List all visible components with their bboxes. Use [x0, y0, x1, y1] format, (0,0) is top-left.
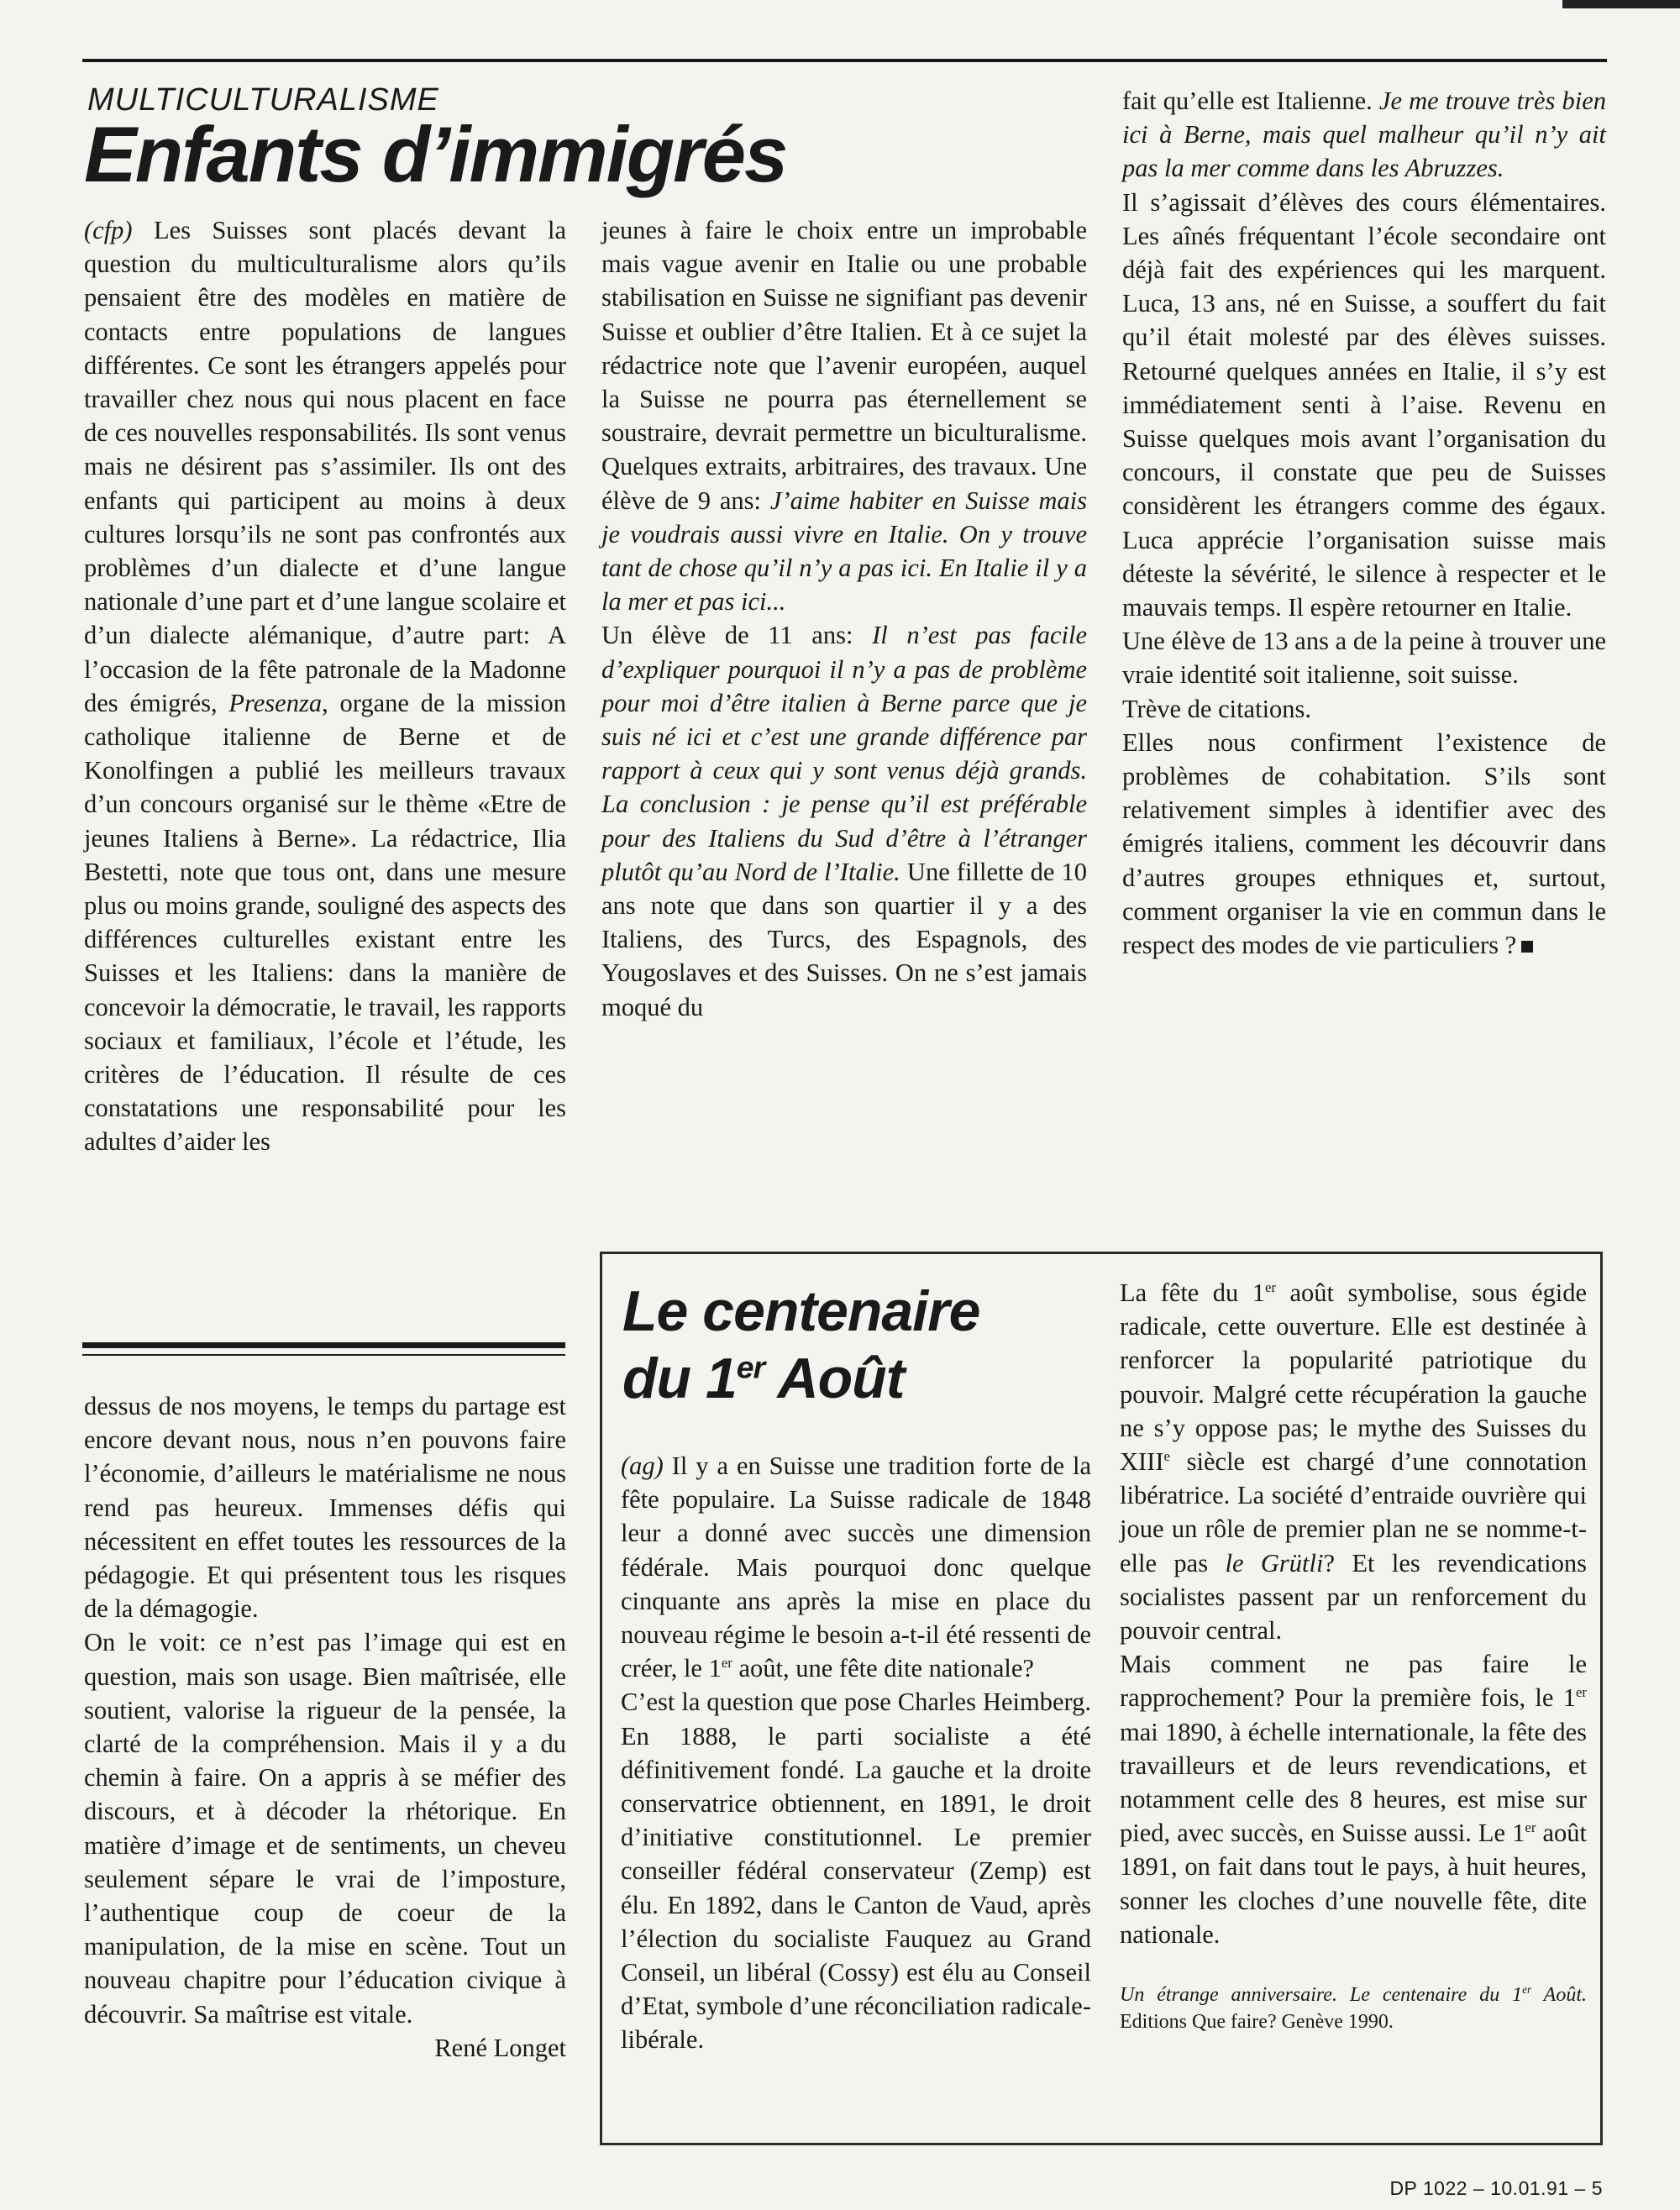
paragraph: Trève de citations. — [1122, 694, 1312, 723]
scan-edge — [1562, 0, 1680, 8]
paragraph: jeunes à faire le choix entre un improbable mais vague avenir en Italie ou une probable stabilisation en Suisse ne signifiant pas devenir Suisse et oublier d’être Italien. Et à ce sujet la rédactrice note que l’avenir européen, auquel la Suisse ne pourra pas éternellement se soustraire, devrait permettre un biculturalisme. Quelques extraits, arbitraires, des travaux. Une élève de 9 ans: J’aime habiter en Suisse mais je voudrais aussi vivre en Italie. On y trouve tant de chose qu’il n’y a pas ici. En Italie il y a la mer et pas ici... — [601, 216, 1087, 617]
author-signature: René Longet — [434, 2033, 566, 2062]
article1-column-2 — [601, 213, 1087, 1024]
box-column-1 — [621, 1449, 1091, 2057]
society-name: le Grütli — [1225, 1548, 1324, 1577]
paragraph: On le voit: ce n’est pas l’image qui est en question, mais son usage. Bien maîtrisée, elle soutient, valorise la rigueur de la pensée, la clarté de la compréhension. Mais il y a du chemin à faire. On a appris à se méfier des discours, et à décoder la rhétorique. En matière d’image et de sentiments, un cheveu seulement sépare le vrai de l’imposture, l’authentique coup de coeur de la manipulation, de la mise en scène. Tout un nouveau chapitre pour l’éducation civique à découvrir. Sa maîtrise est vitale. — [84, 1628, 566, 2029]
article2-column — [84, 1389, 566, 2065]
paragraph: Il s’agissait d’élèves des cours élémentaires. Les aînés fréquentant l’école secondaire ont déjà fait des expériences qui les marquent. Luca, 13 ans, né en Suisse, a souffert du fait qu’il était molesté par des élèves suisses. Retourné quelques années en Italie, il s’y est immédiatement senti à l’aise. Revenu en Suisse quelques mois avant l’organisation du concours, il constate que peu de Suisses considèrent les étrangers comme des égaux. Luca apprécie l’organisation suisse mais déteste la sévérité, le silence à respecter et le mauvais temps. Il espère retourner en Italie. — [1122, 187, 1606, 622]
paragraph: fait qu’elle est Italienne. Je me trouve très bien ici à Berne, mais quel malheur qu’il n’y ait pas la mer comme dans les Abruzzes. — [1122, 87, 1606, 183]
article1-column-1 — [84, 213, 566, 1159]
quote: Je me trouve très bien ici à Berne, mais quel malheur qu’il n’y ait pas la mer comme dans les Abruzzes. — [1122, 87, 1606, 183]
box-column-2 — [1120, 1276, 1587, 2035]
paragraph: (ag) Il y a en Suisse une tradition forte de la fête populaire. La Suisse radicale de 1848 leur a donné avec succès une dimension fédérale. Mais pourquoi donc quelque cinquante ans après la mise en place du nouveau régime le besoin a-t-il été ressenti de créer, le 1er août, une fête dite nationale? — [621, 1451, 1091, 1683]
source-tag: (ag) — [621, 1451, 664, 1480]
paragraph: Un élève de 11 ans: Il n’est pas facile d’expliquer pourquoi il n’y a pas de problème pour moi d’être italien à Berne parce que je suis né ici et c’est une grande différence par rapport à ceux qui y sont venus déjà grands. La conclusion : je pense qu’il est préférable pour des Italiens du Sud d’être à l’étranger plutôt qu’au Nord de l’Italie. Une fillette de 10 ans note que dans son quartier il y a des Italiens, des Turcs, des Espagnols, des Yougoslaves et des Suisses. On ne s’est jamais moqué du — [601, 621, 1087, 1021]
section-divider — [82, 1342, 565, 1356]
sidebar-box — [600, 1252, 1603, 2145]
box-title: Le centenaire du 1er Août — [622, 1279, 980, 1410]
bibliography: Un étrange anniversaire. Le centenaire du 1er Août. Editions Que faire? Genève 1990. — [1120, 1983, 1587, 2034]
quote: J’aime habiter en Suisse mais je voudrais aussi vivre en Italie. On y trouve tant de chose qu’il n’y a pas ici. En Italie il y a la mer et pas ici... — [601, 486, 1087, 617]
paragraph: dessus de nos moyens, le temps du partage est encore devant nous, nous n’en pouvons faire l’économie, d’ailleurs le matérialisme ne nous rend pas heureux. Immenses défis qui nécessitent en effet toutes les ressources de la pédagogie. Et qui présentent tous les risques de la démagogie. — [84, 1392, 566, 1624]
paragraph: La fête du 1er août symbolise, sous égide radicale, cette ouverture. Elle est destinée à renforcer la popularité patriotique du pouvoir. Malgré cette récupération la gauche ne s’y oppose pas; le mythe des Suisses du XIIIe siècle est chargé d’une connotation libératrice. La société d’entraide ouvrière qui joue un rôle de premier plan ne se nomme-t-elle pas le Grütli? Et les revendications socialistes passent par un renforcement du pouvoir central. — [1120, 1278, 1588, 1646]
paragraph: (cfp) Les Suisses sont placés devant la question du multiculturalisme alors qu’ils pensaient être des modèles en matière de contacts entre populations de langues différentes. Ce sont les étrangers appelés pour travailler chez nous qui nous placent en face de ces nouvelles responsabilités. Ils sont venus mais ne désirent pas s’assimiler. Ils ont des enfants qui participent au moins à deux cultures lorsqu’ils ne sont pas confrontés aux problèmes d’un dialecte et d’une langue nationale d’une part et d’une langue scolaire et d’un dialecte alémanique, d’autre part: A l’occasion de la fête patronale de la Madonne des émigrés, Presenza, organe de la mission catholique italienne de Berne et de Konolfingen a publié les meilleurs travaux d’un concours organisé sur le thème «Etre de jeunes Italiens à Berne». La rédactrice, Ilia Bestetti, note que tous ont, dans une mesure plus ou moins grande, souligné des aspects des différences culturelles existant entre les Suisses et les Italiens: dans la manière de concevoir la démocratie, le travail, les rapports sociaux et familiaux, l’école et l’étude, les critères de l’éducation. Il résulte de ces constatations une responsabilité pour les adultes d’aider les — [84, 216, 566, 1157]
article1-column-3 — [1122, 84, 1606, 962]
paragraph: C’est la question que pose Charles Heimberg. En 1888, le parti socialiste a été définitivement fondé. La gauche et la droite conservatrice obtiennent, en 1891, le droit d’initiative constitutionnel. Le premier conseiller fédéral conservateur (Zemp) est élu. En 1892, dans le Canton de Vaud, après l’élection du socialiste Fauquez au Grand Conseil, un libéral (Cossy) est élu au Conseil d’Etat, symbole d’une réconciliation radicale-libérale. — [621, 1688, 1091, 2055]
quote: Il n’est pas facile d’expliquer pourquoi il n’y a pas de problème pour moi d’être italien à Berne parce que je suis né ici et c’est une grande différence par rapport à ceux qui y sont venus déjà grands. La conclusion : je pense qu’il est préférable pour des Italiens du Sud d’être à l’étranger plutôt qu’au Nord de l’Italie. — [601, 621, 1087, 886]
source-tag: (cfp) — [84, 216, 133, 244]
headline: Enfants d’immigrés — [84, 110, 787, 198]
page-footer: DP 1022 – 10.01.91 – 5 — [1389, 2177, 1603, 2199]
kicker: MULTICULTURALISME — [87, 82, 439, 118]
paragraph: Elles nous confirment l’existence de problèmes de cohabitation. S’ils sont relativement simples à identifier avec des émigrés italiens, comment les découvrir dans d’autres groupes ethniques et, surtout, comment organiser la vie en commun dans le respect des modes de vie particuliers ? — [1122, 727, 1606, 960]
paragraph: Mais comment ne pas faire le rapprochement? Pour la première fois, le 1er mai 1890, à échelle internationale, la fête des travailleurs et de leurs revendications, et notamment celle des 8 heures, est mise sur pied, avec succès, en Suisse aussi. Le 1er août 1891, on fait dans tout le pays, à huit heures, sonner les cloches d’une nouvelle fête, dite nationale. — [1120, 1650, 1587, 1949]
paragraph: Une élève de 13 ans a de la peine à trouver une vraie identité soit italienne, soit suisse. — [1122, 627, 1606, 690]
publication-name: Presenza — [228, 688, 323, 717]
end-mark-icon — [1521, 941, 1533, 953]
top-rule — [82, 59, 1607, 62]
